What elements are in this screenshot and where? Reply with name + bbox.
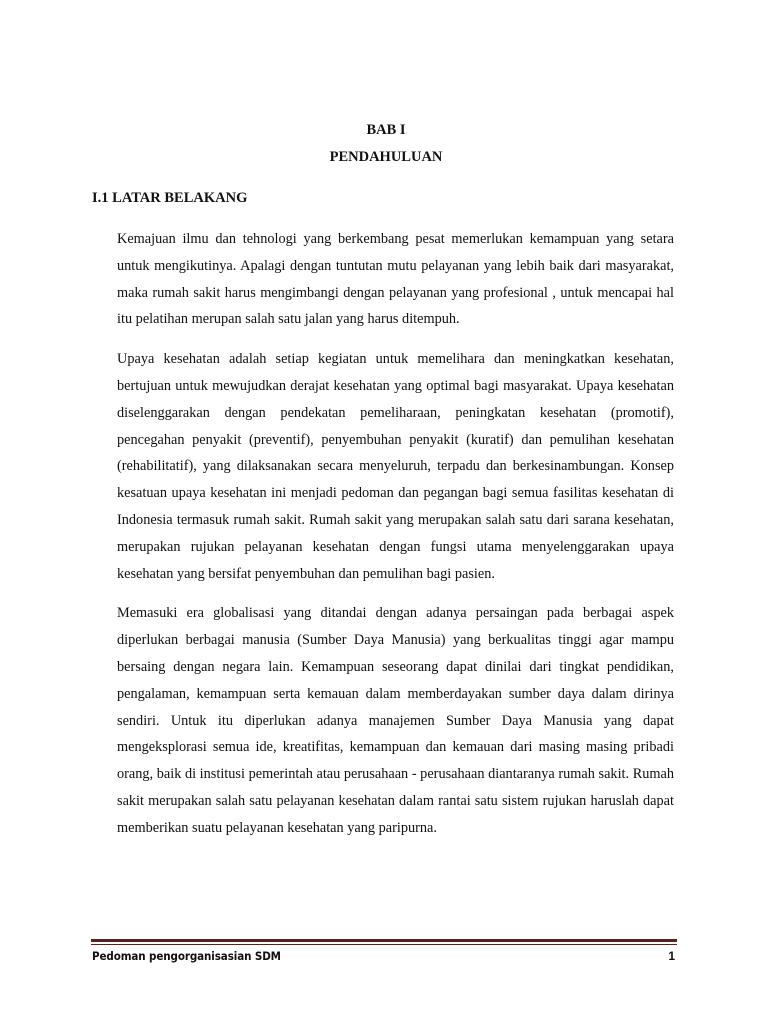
paragraph: Kemajuan ilmu dan tehnologi yang berkembang pesat memerlukan kemampuan yang setara untuk mengikutinya. Apalagi dengan tuntutan mutu pelayanan yang lebih baik dari masyarakat, maka rumah sakit harus mengimbangi dengan pelayanan yang profesional , untuk mencapai hal itu pelatihan merupan salah satu jalan yang harus ditempuh. bbox=[117, 231, 674, 328]
section-heading: I.1 LATAR BELAKANG bbox=[92, 190, 248, 206]
chapter-title: PENDAHULUAN bbox=[329, 149, 443, 165]
page-number: 1 bbox=[668, 949, 675, 963]
footer-divider bbox=[91, 939, 677, 942]
paragraph: Memasuki era globalisasi yang ditandai dengan adanya persaingan pada berbagai aspek diperlukan berbagai manusia (Sumber Daya Manusia) yang berkualitas tinggi agar mampu bersaing dengan negara lain. Kemampuan seseorang dapat dinilai dari tingkat pendidikan, pengalaman, kemampuan serta kemauan dalam memberdayakan sumber daya dalam dirinya sendiri. Untuk itu diperlukan adanya manajemen Sumber Daya Manusia yang dapat mengeksplorasi semua ide, kreatifitas, kemampuan dan kemauan dari masing masing pribadi orang, baik di institusi pemerintah atau perusahaan - perusahaan diantaranya rumah sakit. Rumah sakit merupakan salah satu pelayanan kesehatan dalam rantai satu sistem rujukan haruslah dapat memberikan suatu pelayanan kesehatan yang paripurna. bbox=[117, 605, 674, 836]
paragraph: Upaya kesehatan adalah setiap kegiatan untuk memelihara dan meningkatkan kesehatan, bertujuan untuk mewujudkan derajat kesehatan yang optimal bagi masyarakat. Upaya kesehatan diselenggarakan dengan pendekatan pemeliharaan, peningkatan kesehatan (promotif), pencegahan penyakit (preventif), penyembuhan penyakit (kuratif) dan pemulihan kesehatan (rehabilitatif), yang dilaksanakan secara menyeluruh, terpadu dan berkesinambungan. Konsep kesatuan upaya kesehatan ini menjadi pedoman dan pegangan bagi semua fasilitas kesehatan di Indonesia termasuk rumah sakit. Rumah sakit yang merupakan salah satu dari sarana kesehatan, merupakan rujukan pelayanan kesehatan dengan fungsi utama menyelenggarakan upaya kesehatan yang bersifat penyembuhan dan pemulihan bagi pasien. bbox=[117, 351, 674, 582]
chapter-number: BAB I bbox=[366, 122, 406, 138]
body-text bbox=[117, 226, 674, 855]
footer-label: Pedoman pengorganisasian SDM bbox=[92, 949, 281, 963]
footer-divider-thin bbox=[91, 944, 677, 945]
